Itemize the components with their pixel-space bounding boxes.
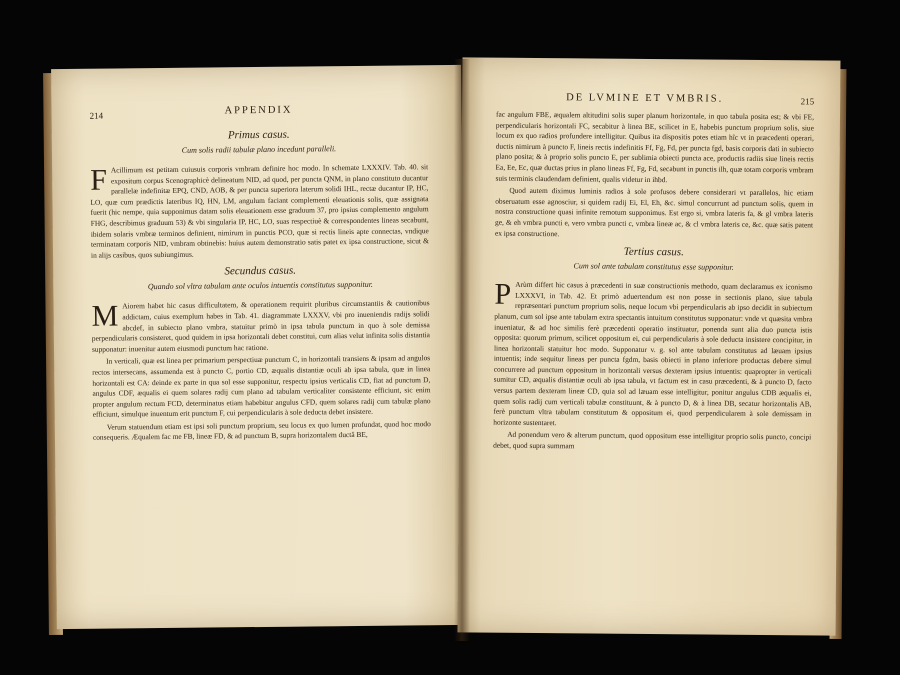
section-subheading-secundus: Quando sol vltra tabulam ante oculos intuentis constitutus supponitur.: [147, 280, 373, 292]
left-page: [51, 65, 467, 629]
book-gutter: [454, 59, 470, 641]
paragraph-text: Arùm differt hic casus à præcedenti in suæ constructionis methodo, quam declaramus ex iconismo LXXXVI, in Tab. 42. Et primò aduertendum est non posse in sectionis plano, siue tabula repræsentari punctum proprium solis, neque locum vbi perpendicularis ab ipso decidit in subiectum planum, cum sol ipse ante tabulam extra spectantis intuitum constitutus supponatur: vnde vt quæsita vmbra inueniatur, & ad hoc similis ferè præcedenti operatio instituatur, ponenda sunt alia duo puncta istis opposita: quorum primum, scilicet oppositum ei, cui perpendicularis à sole deducta insistere concipitur, in linea horizontali statuitur hoc modo. Supponatur v. g. sol ante tabulam constitutus ad læuam ipsius intuentis; inde sequitur lineas per puncta fgdm, basis obiecti in plano inferiore productas debere simul concurrere ad punctum oppositum in horizontali versus dexteram ipsius intuentis: quapropter in verticali sumitur CD, æqualis distantiæ oculi ab ipsa tabula, vt factum est in casu præcedenti, & à puncto D, facto versus partem dexteram lineæ CD, quia sol ad læuam esse intelligitur, ponitur angulus CDB æqualis ei, quem solis radij cum verticali tabulæ constituunt, & à puncto D, & à linea DB, secatur horizontalis AB, ferè punctum vltra tabulam constitutum & oppositum ei, quod perpendicularem à sole demissam in horizonte sustentaret.: [493, 279, 813, 428]
paragraph: In verticali, quæ est linea per primarium perspectiuæ punctum C, in horizontali transiens & ipsam ad angulos rectos intersecans, assumenda est à puncto C, portio CD, æqualis distantiæ oculi ab ipsa tabula, quæ in linea horizontali est CA: deinde ex parte in qua sol esse supponitur, respectu ipsius verticalis CD, fiat ad punctum D, angulus CDF, æqualis ei quem solares radij cum plano ad tabulam verticaliter consistente efficiunt, sic enim propter angulum rectum FCD, determinatus etiam habebitur angulus CFD, quem solares radij cum tabulæ plano efficiunt, simulque inuentum erit punctum F, cui perpendicularis à sole deducta debet insistere.: [92, 353, 431, 420]
open-book: [40, 55, 850, 640]
section-subheading-tertius: Cum sol ante tabulam constitutus esse supponitur.: [573, 261, 734, 272]
paragraph: [493, 277, 813, 431]
paragraph: fac angulum FBE, æqualem altitudini solis super planum horizontale, in quo tabula posita est; & vbi FE, perpendicularis horizontali FC, secabitur à linea BE, scilicet in E, habebis punctum proprium solis, siue locum ex quo radios profundere intelligitur. Quibus ita dispositis potes etiam hîc vt in præcedenti operari, ductis nimirum à puncto F, lineis rectis indefinitis Ff, Fg, Fd, per puncta fgd, basis corporis dati in subiecto plano posita; & à proprio solis puncto E, per sublimia obiecti puncta ace, productis radiis siue lineis rectis Ea, Ee, Ec, quæ ductas prius in plano lineas Ff, Fg, Fd, secabunt in punctis ilh, quæ totam corporis vmbram suis terminis claudendam definient, qualis videtur in ihbd.: [495, 109, 815, 184]
right-page: [457, 57, 840, 635]
paragraph: [90, 162, 429, 261]
paragraph-text: Aiorem habet hic casus difficultatem, & operationem requirit pluribus circumstantiis & cautionibus addictam, cuius exemplum habes in Tab. 41. diagrammate LXXXV, vbi pro inueniendis radijs solidi abcdef, in subiecto plano vmbra, statuitur primò in ipsa tabula punctum in quo à sole demissa perpendicularis consisteret, quod quidem in ipsa horizontali debet constitui, cum alias velut infinita solis distantia supponatur: inuenitur autem eiusmodi punctum hac ratione.: [91, 298, 430, 354]
dropcap: F: [90, 163, 108, 197]
left-running-head: [89, 103, 427, 125]
paragraph: Verum statuendum etiam est ipsi soli punctum proprium, seu locus ex quo lumen profundat, quod hoc modo consequeris. Æqualem fac me FB, lineæ FD, & ad punctum B, supra horizontalem ductâ BE,: [92, 419, 431, 443]
dropcap: P: [494, 277, 512, 311]
paragraph: Quod autem diximus luminis radios à sole profusos debere considerari vt parallelos, hic etiam obseruatum esse agnosciur, si quidem radij Ei, El, Eh, &c. simul concurrunt ad punctum solis, quem in nostra constructione quasi infinite remotum supponimus. Est ergo si, vmbra lateris fa, & gl vmbra lateris ge, & eh vmbra puncti e, vero vmbra puncti c, vmbra lineæ ac, & cl vmbra lateris ce, &c. quæ satis patent ex ipsa constructione.: [494, 185, 814, 238]
right-running-title: DE LVMINE ET VMBRIS.: [566, 92, 724, 105]
section-heading-tertius: Tertius casus.: [623, 245, 684, 259]
right-running-head: [496, 92, 814, 113]
section-heading-primus: Primus casus.: [227, 128, 290, 142]
paragraph: [92, 299, 431, 356]
paragraph: Ad ponendum vero & alterum punctum, quod oppositum esse intelligitur proprio solis puncto, concipi debet, quod supra summam: [493, 430, 812, 451]
left-running-title: APPENDIX: [224, 104, 293, 117]
right-page-number: 215: [800, 96, 815, 107]
paragraph-text: Acillimum est petitam cuiusuis corporis vmbram definire hoc modo. In schemate LXXXIV. Tab. 40. sit expositum corpus Scenographicè delineatum NID, ad quod, per puncta QNM, in plano constituto ducantur parallelæ indefinitæ EPQ, CND, AOB, & per puncta superiora laterum solidi IHL, rectæ ducantur IP, HC, LO, quæ cum prædictis lateribus IQ, HN, LM, angulum faciant complementi eleuationis solis, quæ assignata fuerit (hic nempe, quia supponimus datam solis eleuationem esse graduum 37, pro ipsius complemento angulum FHG, describimus graduum 53) & vbi singularia IP, HC, LO, suas respectiuè & correspondentes lineas secabunt, ibidem solaris vmbræ terminos definient, nimirum in punctis PCO, quæ si rectis lineis apte connectas, vndique terminatam corporis NID, vmbram obtinebis: huius autem demonstratio satis patet ex ipsa constructione, sicut & in alijs casibus, quos subiungimus.: [90, 162, 429, 260]
dropcap: M: [91, 299, 119, 334]
section-subheading-primus: Cum solis radii tabulæ plano incedunt paralleli.: [181, 144, 337, 155]
section-heading-secundus: Secundus casus.: [224, 264, 297, 278]
left-page-number: 214: [89, 110, 104, 121]
